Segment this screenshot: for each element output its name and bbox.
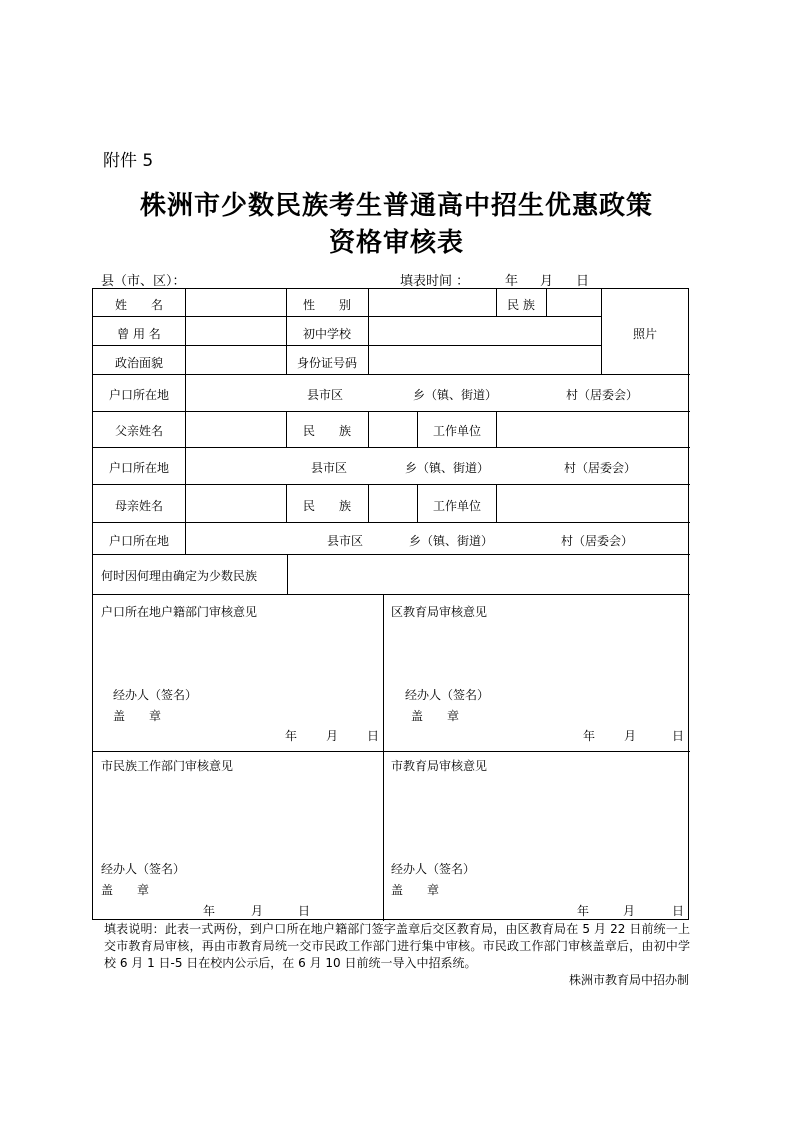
ethnic-affairs-review-label: 市民族工作部门审核意见 [101, 759, 234, 773]
year-label: 年 [577, 904, 590, 918]
col-divider [368, 484, 369, 522]
junior-school-label: 初中学校 [302, 327, 352, 341]
row-divider [93, 374, 690, 375]
col-divider [368, 289, 369, 374]
col-divider [286, 289, 287, 374]
month-label: 月 [251, 904, 264, 918]
seal-label: 盖 章 [113, 709, 162, 723]
row-divider [93, 411, 690, 412]
township-label: 乡（镇、街道） [405, 461, 490, 475]
seal-label: 盖 章 [101, 883, 150, 897]
col-divider [417, 411, 418, 447]
household-dept-review-label: 户口所在地户籍部门审核意见 [101, 605, 258, 619]
id-number-label: 身份证号码 [296, 356, 358, 370]
month-label: 月 [326, 729, 339, 743]
day-label: 日 [672, 904, 685, 918]
minority-reason-label: 何时因何理由确定为少数民族 [101, 569, 258, 583]
year-label: 年 [203, 904, 216, 918]
fill-time-label: 填表时间 ： [400, 274, 470, 289]
household-location-label: 户口所在地 [108, 388, 170, 402]
ethnicity-label: 民 族 [507, 298, 535, 312]
day-label: 日 [672, 729, 685, 743]
col-divider [417, 484, 418, 522]
gender-label: 性 别 [302, 298, 352, 312]
month-label: 月 [623, 904, 636, 918]
fill-instructions: 填表说明：此表一式两份，到户口所在地户籍部门签字盖章后交区教育局，由区教育局在 5 月 22 日前统一上交市教育局审核，再由市教育局统一交市民政工作部门进行集中审核。市民政工作部门审核盖章后，由初中学校 6 月 1 日-5 日在校内公示后，在 6 月 10 日前统一导入中招系统。 [104, 922, 690, 970]
row-divider [93, 447, 690, 448]
col-divider [496, 289, 497, 316]
county-label: 县市区 [311, 461, 348, 475]
township-label: 乡（镇、街道） [413, 388, 498, 402]
photo-divider [601, 289, 602, 374]
mother-work-unit-label: 工作单位 [432, 499, 482, 513]
father-work-unit-label: 工作单位 [432, 424, 482, 438]
month-label: 月 [624, 729, 637, 743]
township-label: 乡（镇、街道） [409, 534, 494, 548]
attachment-label: 附件 5 [103, 151, 154, 171]
col-divider [368, 411, 369, 447]
row-divider [93, 594, 690, 595]
row-divider [93, 484, 690, 485]
mother-ethnicity-label: 民 族 [302, 499, 352, 513]
seal-label: 盖 章 [411, 709, 460, 723]
county-label: 县（市、区）： [101, 274, 186, 289]
county-label: 县市区 [327, 534, 364, 548]
col-divider [287, 554, 288, 594]
review-form-table [92, 288, 689, 920]
review-col-divider [383, 594, 384, 921]
col-divider [546, 289, 547, 316]
day-label: 日 [367, 729, 380, 743]
col-divider [286, 484, 287, 522]
household-location-label: 户口所在地 [108, 461, 170, 475]
fill-day-label: 日 [576, 274, 590, 289]
row-divider [93, 554, 690, 555]
form-title-line2: 资格审核表 [328, 228, 464, 258]
row-divider [93, 345, 601, 346]
handler-label: 经办人（签名） [391, 862, 476, 876]
photo-label: 照片 [632, 327, 658, 341]
name-label: 姓 名 [114, 298, 164, 312]
former-name-label: 曾 用 名 [117, 327, 161, 341]
year-label: 年 [285, 729, 298, 743]
father-name-label: 父亲姓名 [114, 424, 164, 438]
year-label: 年 [583, 729, 596, 743]
row-divider [93, 522, 690, 523]
issuer-label: 株洲市教育局中招办制 [568, 973, 689, 987]
col-divider [185, 289, 186, 554]
mother-name-label: 母亲姓名 [114, 499, 164, 513]
household-location-label: 户口所在地 [108, 534, 170, 548]
row-divider [93, 316, 601, 317]
handler-label: 经办人（签名） [405, 688, 490, 702]
village-label: 村（居委会） [564, 461, 637, 475]
fill-year-label: 年 [505, 274, 519, 289]
fill-month-label: 月 [540, 274, 554, 289]
form-title-line1: 株洲市少数民族考生普通高中招生优惠政策 [139, 191, 653, 221]
village-label: 村（居委会） [561, 534, 634, 548]
row-divider [93, 751, 690, 752]
handler-label: 经办人（签名） [101, 862, 186, 876]
city-edu-review-label: 市教育局审核意见 [391, 759, 488, 773]
political-status-label: 政治面貌 [114, 356, 164, 370]
col-divider [496, 484, 497, 522]
col-divider [496, 411, 497, 447]
handler-label: 经办人（签名） [113, 688, 198, 702]
col-divider [286, 411, 287, 447]
county-label: 县市区 [307, 388, 344, 402]
father-ethnicity-label: 民 族 [302, 424, 352, 438]
district-edu-review-label: 区教育局审核意见 [391, 605, 488, 619]
seal-label: 盖 章 [391, 883, 440, 897]
day-label: 日 [298, 904, 311, 918]
village-label: 村（居委会） [566, 388, 639, 402]
